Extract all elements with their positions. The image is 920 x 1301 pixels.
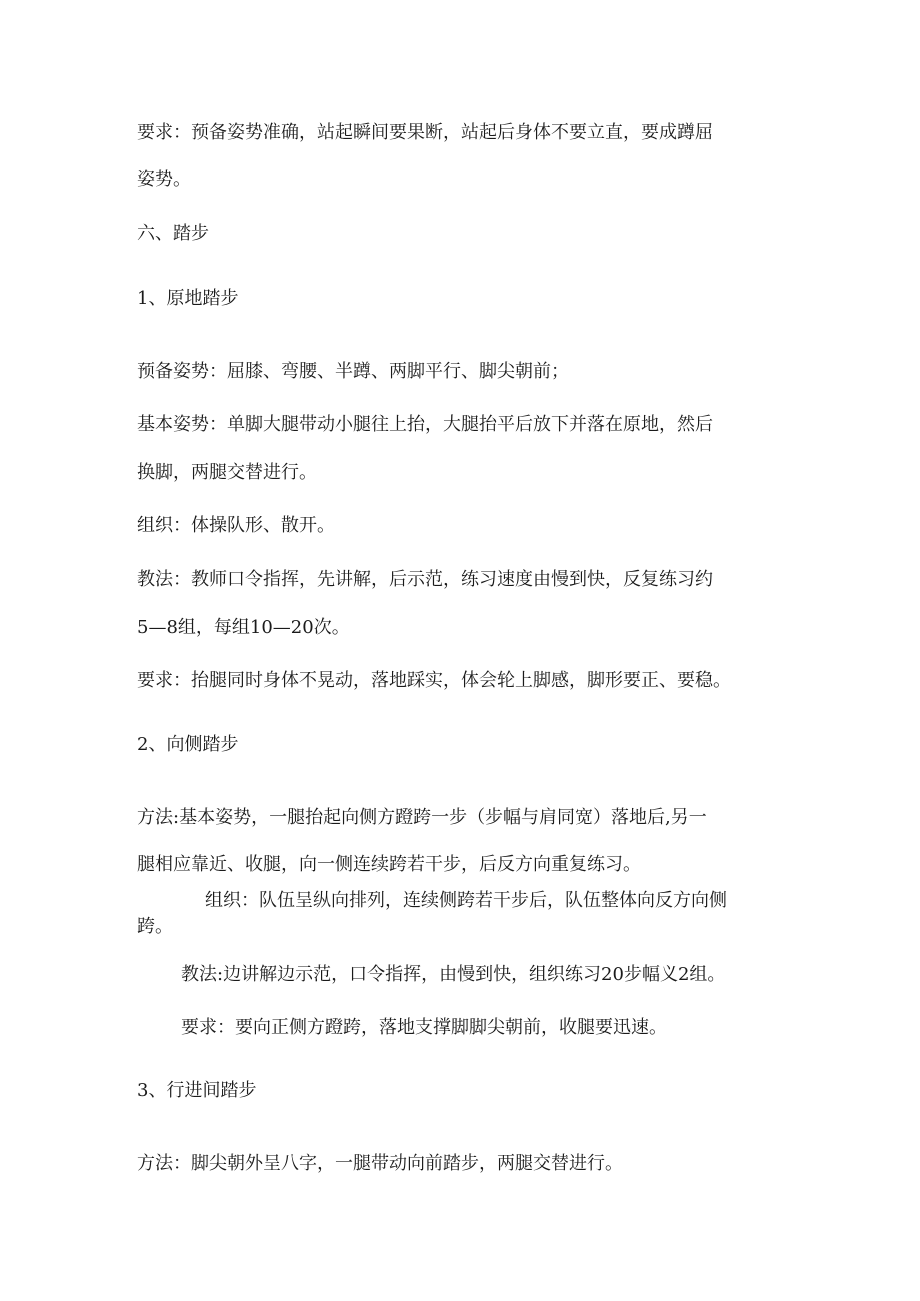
text-line: 姿势。 [137,169,191,190]
subsection-heading: 1、原地踏步 [137,288,239,309]
subsection-heading: 2、向侧踏步 [137,734,239,755]
text-line: 组织：队伍呈纵向排列，连续侧跨若干步后，队伍整体向反方向侧 [205,890,727,911]
text-line: 方法：脚尖朝外呈八字，一腿带动向前踏步，两腿交替进行。 [137,1153,623,1174]
section-heading: 六、踏步 [137,223,209,244]
text-line: 基本姿势：单脚大腿带动小腿往上抬，大腿抬平后放下并落在原地，然后 [137,414,713,435]
text-line: 教法:边讲解边示范，口令指挥，由慢到快，组织练习20步幅义2组。 [181,964,726,985]
text-line: 5—8组，每组10—20次。 [137,617,350,638]
text-line: 要求：要向正侧方蹬跨，落地支撑脚脚尖朝前，收腿要迅速。 [181,1017,667,1038]
text-line: 方法:基本姿势，一腿抬起向侧方蹬跨一步（步幅与肩同宽）落地后,另一 [137,807,707,828]
text-line: 腿相应靠近、收腿，向一侧连续跨若干步，后反方向重复练习。 [137,854,641,875]
text-line: 要求：抬腿同时身体不晃动，落地踩实，体会轮上脚感，脚形要正、要稳。 [137,670,731,691]
subsection-heading: 3、行进间踏步 [137,1080,257,1101]
text-line: 教法：教师口令指挥，先讲解，后示范，练习速度由慢到快，反复练习约 [137,569,713,590]
text-line: 换脚，两腿交替进行。 [137,462,317,483]
text-line: 要求：预备姿势准确，站起瞬间要果断，站起后身体不要立直，要成蹲屈 [137,122,713,143]
text-line: 跨。 [137,916,173,937]
text-line: 组织：体操队形、散开。 [137,515,335,536]
text-line: 预备姿势：屈膝、弯腰、半蹲、两脚平行、脚尖朝前； [137,361,569,382]
